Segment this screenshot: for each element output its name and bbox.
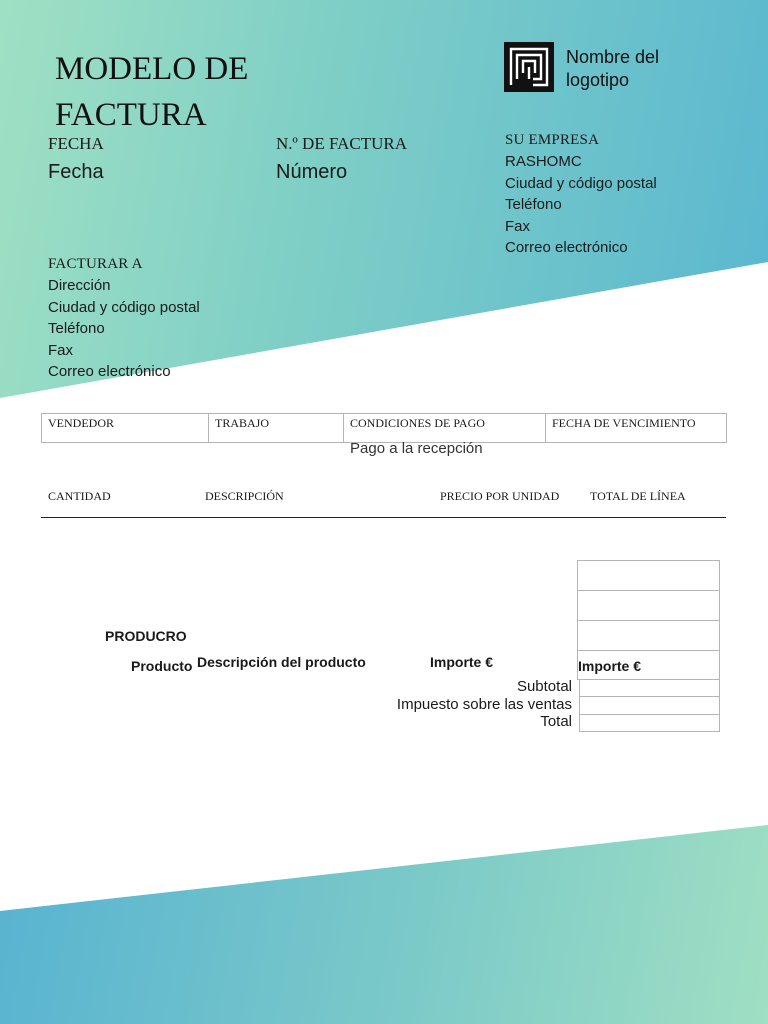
description-header: DESCRIPCIÓN <box>205 489 284 503</box>
line-total-value: Importe € <box>578 658 642 674</box>
line-total-header: TOTAL DE LÍNEA <box>590 489 686 503</box>
maze-logo-icon <box>504 42 554 92</box>
logo-name: Nombre del logotipo <box>566 47 660 90</box>
bill-to-address: Dirección <box>48 277 111 294</box>
line-total-cell <box>577 590 720 621</box>
terms-table <box>41 413 727 443</box>
company-phone: Teléfono <box>505 196 562 214</box>
company-email: Correo electrónico <box>505 239 628 257</box>
company-name: RASHOMC <box>505 153 582 170</box>
product-description: Descripción del producto <box>197 654 366 670</box>
footer-gradient-band <box>0 820 768 1024</box>
job-header: TRABAJO <box>209 414 344 443</box>
company-city: Ciudad y código postal <box>505 174 657 192</box>
bill-to-city: Ciudad y código postal <box>48 298 200 316</box>
invoice-number-value: Número <box>276 161 348 183</box>
quantity-header: CANTIDAD <box>48 489 111 503</box>
invoice-title: MODELO DE FACTURA <box>55 51 249 133</box>
invoice-number-label: N.º DE FACTURA <box>276 134 408 153</box>
bill-to-label: FACTURAR A <box>48 256 143 272</box>
company-fax: Fax <box>505 217 531 235</box>
product-group-label: PRODUCRO <box>105 628 187 644</box>
bill-to-fax: Fax <box>48 341 74 359</box>
bill-to-details <box>48 275 200 383</box>
date-value: Fecha <box>48 161 104 183</box>
subtotal-cell <box>579 679 720 697</box>
company-label: SU EMPRESA <box>505 132 600 148</box>
vendor-header: VENDEDOR <box>42 414 209 443</box>
line-total-cell <box>577 620 720 651</box>
product-name: Producto <box>131 658 193 674</box>
bill-to-email: Correo electrónico <box>48 363 171 381</box>
payment-terms-value: Pago a la recepción <box>350 440 483 457</box>
subtotal-label: Subtotal <box>516 678 572 695</box>
header-divider <box>41 517 726 518</box>
total-cell <box>579 714 720 732</box>
payment-terms-header: CONDICIONES DE PAGO <box>344 414 546 443</box>
line-total-cell <box>577 560 720 591</box>
company-details <box>505 151 657 259</box>
tax-label: Impuesto sobre las ventas <box>396 696 572 713</box>
tax-cell <box>579 696 720 715</box>
due-date-header: FECHA DE VENCIMIENTO <box>546 414 727 443</box>
bill-to-phone: Teléfono <box>48 320 105 338</box>
unit-price-header: PRECIO POR UNIDAD <box>440 489 560 503</box>
unit-price-value: Importe € <box>430 654 494 670</box>
date-label: FECHA <box>48 134 104 153</box>
total-label: Total <box>540 713 572 730</box>
